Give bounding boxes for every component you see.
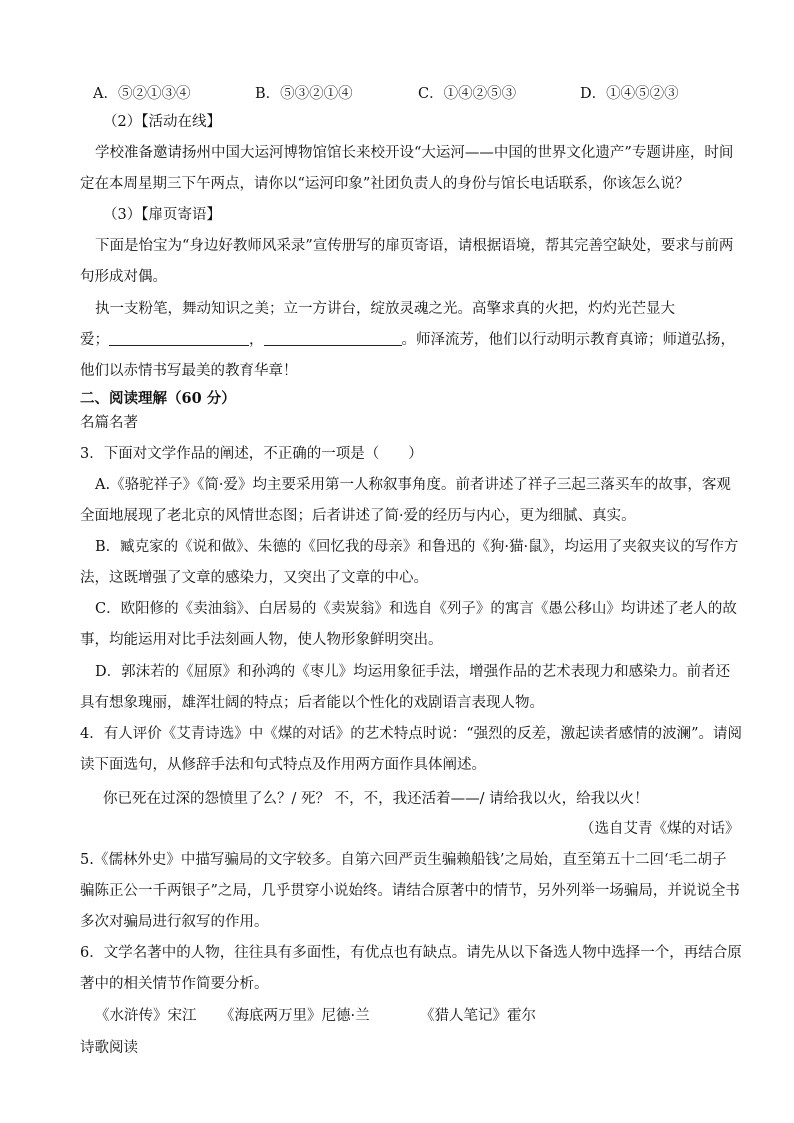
- q4-poem-excerpt: 你已死在过深的怨愤里了么？/ 死？ 不，不，我还活着——/ 请给我以火，给我以火！: [103, 791, 649, 807]
- option-d: D．①④⑤②③: [580, 86, 679, 102]
- q6-line-1: 6．文学名著中的人物，往往具有多面性，有优点也有缺点。请先从以下备选人物中选择一个，再结合原: [80, 945, 742, 961]
- q3-option-d-line-2: 具有想象瑰丽，雄浑壮阔的特点；后者能以个性化的戏剧语言表现人物。: [80, 695, 544, 711]
- q3-option-a-line-2: 全面地展现了老北京的风情世态图；后者讲述了简·爱的经历与内心，更为细腻、真实。: [80, 508, 636, 524]
- q3-option-a-line-1: A.《骆驼祥子》《简·爱》均主要采用第一人称叙事角度。前者讲述了祥子三起三落买车的故事，客观: [95, 477, 731, 493]
- flyleaf-line-2: 句形成对偶。: [80, 269, 167, 285]
- activity-line-1: 学校准备邀请扬州中国大运河博物馆馆长来校开设“大运河——中国的世界文化遗产”专题讲座，时间: [95, 145, 734, 161]
- section-subtitle-classics: 名篇名著: [80, 415, 138, 431]
- q6-choice-ned-land: 《海底两万里》尼德·兰: [220, 1008, 370, 1024]
- q5-line-2: 骗陈正公一千两银子”之局，几乎贯穿小说始终。请结合原著中的情节，另外列举一场骗局，并说说全书: [80, 883, 740, 899]
- flyleaf-line-4-comma: ，: [249, 332, 264, 348]
- section-title-reading: 二、阅读理解（60 分）: [80, 390, 236, 407]
- q3-stem: 3．下面对文学作品的阐述，不正确的一项是（ ）: [80, 446, 423, 462]
- flyleaf-heading: （3）【扉页寄语】: [103, 207, 221, 223]
- q4-line-1: 4．有人评价《艾青诗选》中《煤的对话》的艺术特点时说：“强烈的反差，激起读者感情的波澜”。请阅: [80, 726, 743, 742]
- option-b: B．⑤③②①④: [255, 86, 353, 102]
- q6-line-2: 著中的相关情节作简要分析。: [80, 976, 269, 992]
- q6-choice-hor: 《猎人笔记》霍尔: [420, 1008, 536, 1024]
- section-subtitle-poetry: 诗歌阅读: [80, 1040, 138, 1056]
- q5-line-1: 5.《儒林外史》中描写骗局的文字较多。自第六回严贡生骗赖船钱’之局始，直至第五十二回‘毛二胡子: [80, 852, 727, 868]
- flyleaf-line-1: 下面是怡宝为“身边好教师风采录”宣传册写的扉页寄语，请根据语境，帮其完善空缺处，要求与前两: [95, 238, 734, 254]
- option-a: A．⑤②①③④: [93, 86, 191, 102]
- q3-option-c-line-1: C．欧阳修的《卖油翁》、白居易的《卖炭翁》和选自《列子》的寓言《愚公移山》均讲述了老人的故: [95, 601, 737, 617]
- answer-blank-1[interactable]: [109, 331, 249, 346]
- flyleaf-line-3: 执一支粉笔，舞动知识之美；立一方讲台，绽放灵魂之光。高擎求真的火把，灼灼光芒显大: [95, 301, 675, 317]
- activity-heading: （2）【活动在线】: [103, 114, 221, 130]
- flyleaf-line-5: 他们以赤情书写最美的教育华章！: [80, 363, 298, 379]
- q4-poem-source: （选自艾青《煤的对话》: [580, 821, 740, 837]
- q6-choice-song-jiang: 《水浒传》宋江: [95, 1008, 197, 1024]
- answer-blank-2[interactable]: [264, 331, 402, 346]
- activity-line-2: 定在本周星期三下午两点，请你以“运河印象”社团负责人的身份与馆长电话联系，你该怎么说？: [80, 176, 690, 192]
- q3-option-b-line-2: 法，这既增强了文章的感染力，又突出了文章的中心。: [80, 570, 428, 586]
- q3-option-b-line-1: B．臧克家的《说和做》、朱德的《回忆我的母亲》和鲁迅的《狗·猫·鼠》，均运用了夹叙夹议的写作方: [95, 539, 739, 555]
- flyleaf-line-4-end: 。师泽流芳，他们以行动明示教育真谛；师道弘扬，: [401, 332, 735, 348]
- option-c: C．①④②⑤③: [418, 86, 517, 102]
- flyleaf-line-4: [80, 330, 735, 350]
- flyleaf-line-4-start: 爱；: [80, 332, 109, 348]
- q5-line-3: 多次对骗局进行叙写的作用。: [80, 914, 269, 930]
- q3-option-c-line-2: 事，均能运用对比手法刻画人物，使人物形象鲜明突出。: [80, 632, 443, 648]
- q3-option-d-line-1: D．郭沫若的《屈原》和孙鸿的《枣儿》均运用象征手法，增强作品的艺术表现力和感染力。前者还: [95, 664, 731, 680]
- q4-line-2: 读下面选句，从修辞手法和句式特点及作用两方面作具体阐述。: [80, 757, 486, 773]
